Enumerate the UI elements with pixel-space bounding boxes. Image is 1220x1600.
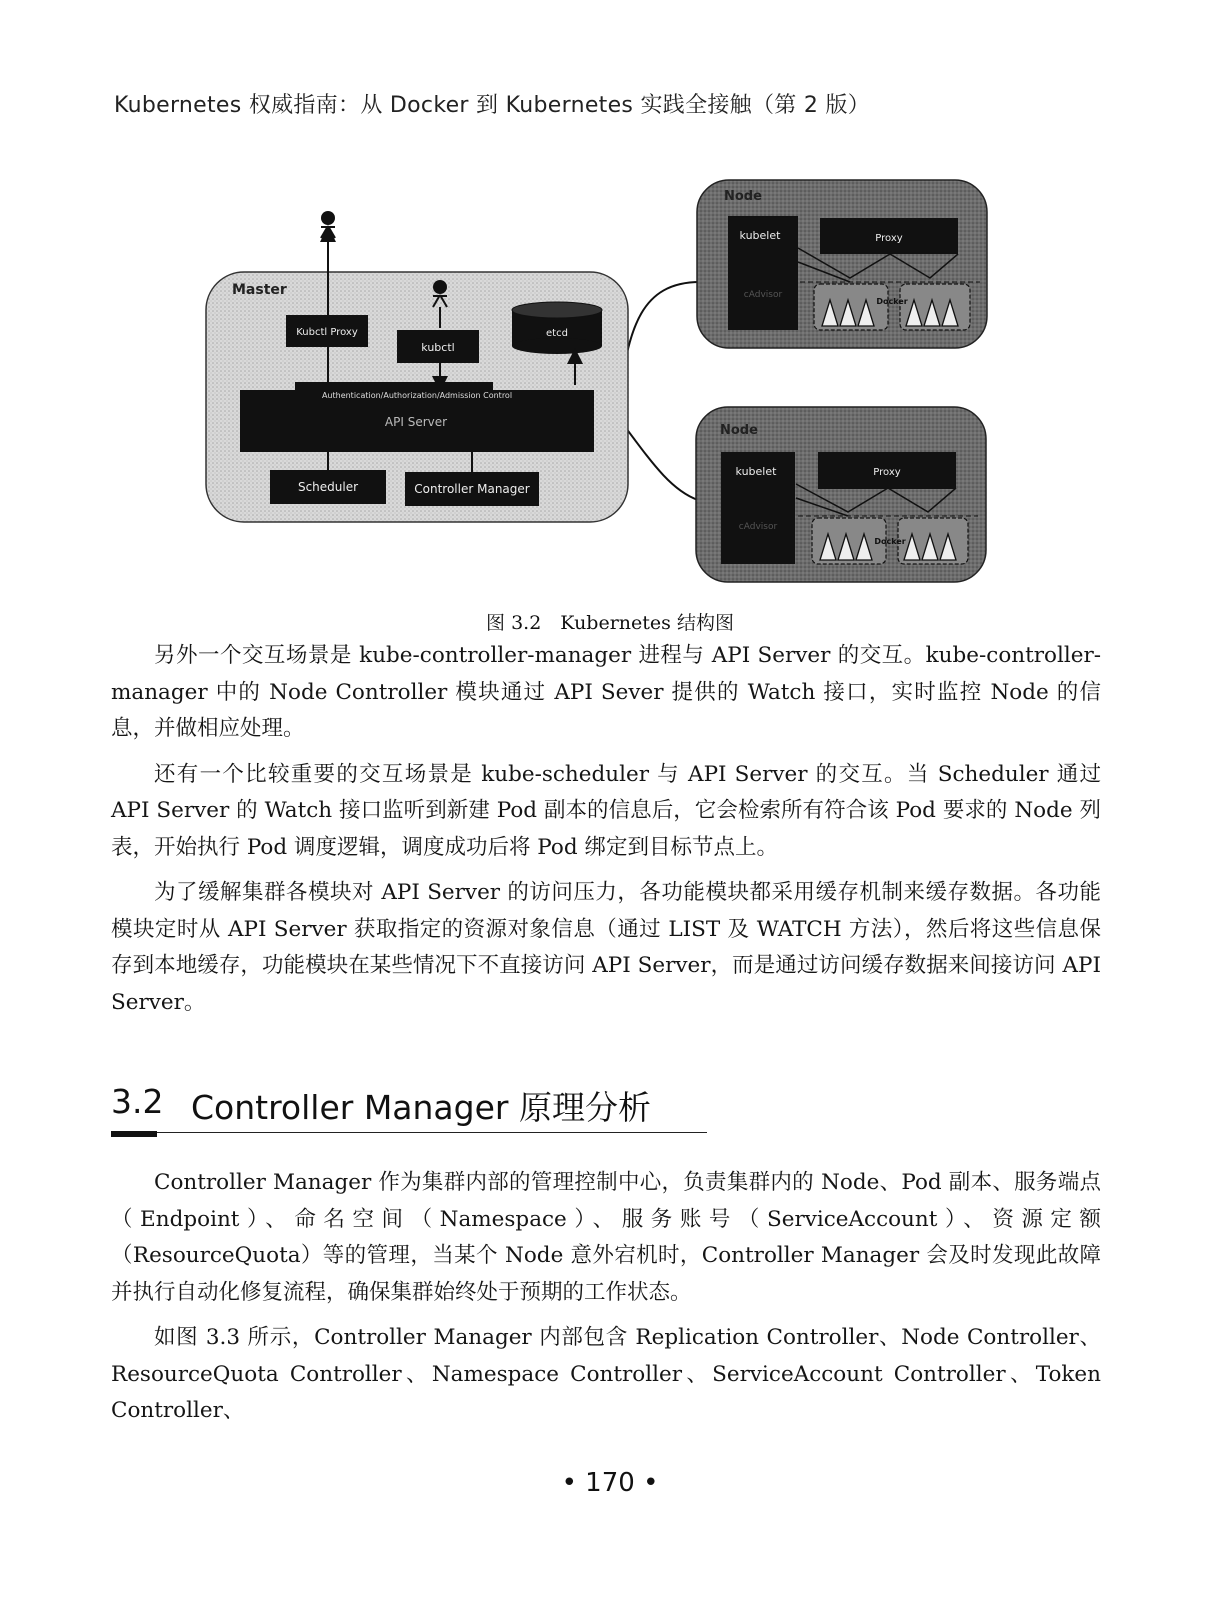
etcd-cylinder [512,302,602,354]
kubectl-proxy-label: Kubctl Proxy [296,327,358,338]
master-node1-link [620,282,700,390]
node-box-1 [697,180,987,348]
section-rule [111,1132,707,1133]
page-number: • 170 • [561,1468,659,1498]
node-2-kubelet-label: kubelet [735,465,777,478]
section-number: 3.2 [111,1082,164,1121]
node-box-2 [696,407,986,582]
scheduler-label: Scheduler [297,480,359,494]
api-server-box [240,382,594,452]
paragraph: 为了缓解集群各模块对 API Server 的访问压力，各功能模块都采用缓存机制来缓存数据。各功能模块定时从 API Server 获取指定的资源对象信息（通过 LIST 及 WATCH 方法），然后将这些信息保存到本地缓存，功能模块在某些情况下不直接访问 API Server，而是通过访问缓存数据来间接访问 API Server。 [111,880,1101,1015]
paragraph: 如图 3.3 所示，Controller Manager 内部包含 Replication Controller、Node Controller、ResourceQuota Controller、Namespace Controller、ServiceAccount Controller、Token Controller、 [111,1325,1101,1423]
section-heading [111,1082,711,1152]
master-node2-link [620,420,698,500]
api-server-label: API Server [384,415,448,429]
running-header: Kubernetes 权威指南：从 Docker 到 Kubernetes 实践全接触（第 2 版） [114,93,871,118]
node-1-proxy-label: Proxy [875,233,903,244]
controller-manager-label: Controller Manager [414,482,530,496]
user-icon-top [321,211,335,238]
node-2-cadvisor-label: cAdvisor [738,522,778,532]
paragraph: 另外一个交互场景是 kube-controller-manager 进程与 API Server 的交互。kube-controller-manager 中的 Node Controller 模块通过 API Sever 提供的 Watch 接口，实时监控 Node 的信息，并做相应处理。 [111,643,1101,741]
section-body-text [111,1165,1101,1439]
paragraph: 还有一个比较重要的交互场景是 kube-scheduler 与 API Server 的交互。当 Scheduler 通过 API Server 的 Watch 接口监听到新建 Pod 副本的信息后，它会检索所有符合该 Pod 要求的 Node 列表，开始执行 Pod 调度逻辑，调度成功后将 Pod 绑定到目标节点上。 [111,761,1101,860]
node-1-docker-label: Docker [876,297,908,306]
figure-caption: 图 3.2 Kubernetes 结构图 [486,612,734,634]
section-title: Controller Manager 原理分析 [191,1088,651,1127]
body-text-block [111,638,1101,1030]
paragraph: Controller Manager 作为集群内部的管理控制中心，负责集群内的 Node、Pod 副本、服务端点（Endpoint）、命名空间（Namespace）、服务账号（ServiceAccount）、资源定额（ResourceQuota）等的管理，当某个 Node 意外宕机时，Controller Manager 会及时发现此故障并执行自动化修复流程，确保集群始终处于预期的工作状态。 [111,1170,1101,1305]
kubernetes-architecture-diagram [200,170,1020,600]
node-1-label: Node [724,189,762,204]
kubectl-label: kubctl [421,341,455,354]
node-1-kubelet-label: kubelet [739,229,781,242]
node-2-docker-label: Docker [874,537,906,546]
master-label: Master [232,282,287,298]
node-2-label: Node [720,423,758,438]
node-1-cadvisor-label: cAdvisor [743,290,783,300]
section-rule-accent [111,1131,157,1137]
etcd-label: etcd [546,328,568,339]
node-2-proxy-label: Proxy [873,467,901,478]
auth-control-label: Authentication/Authorization/Admission Control [321,391,513,400]
